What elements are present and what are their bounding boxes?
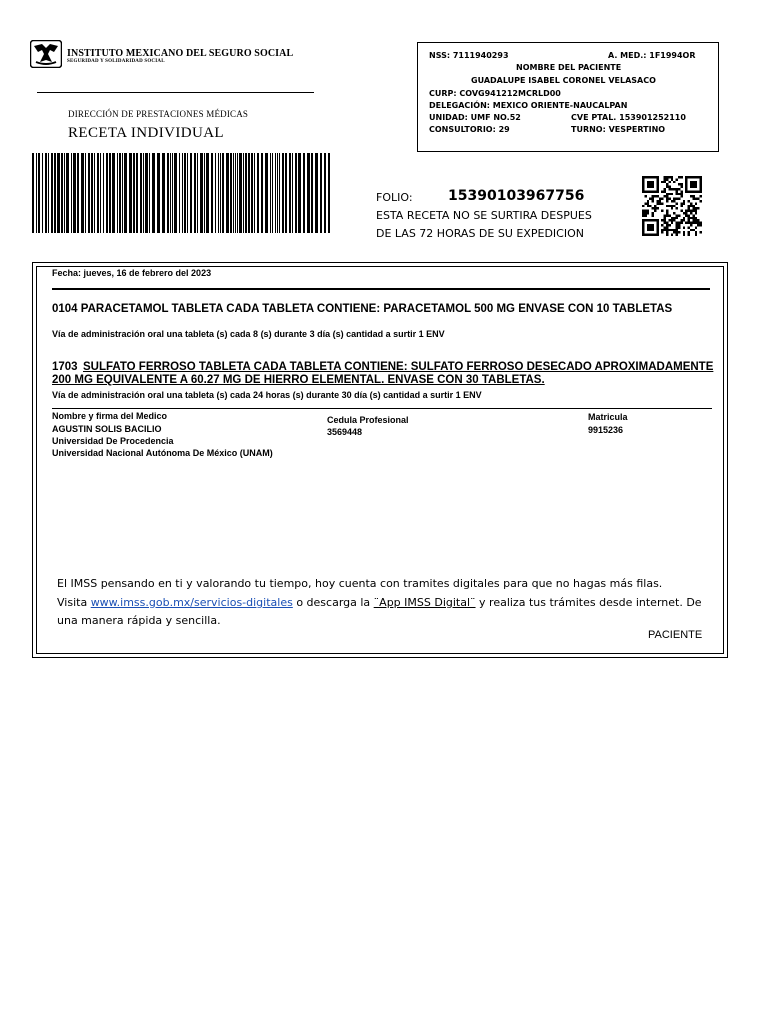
doctor-name: AGUSTIN SOLIS BACILIO (52, 424, 162, 434)
footer-line2-post: y realiza tus trámites desde internet. De (475, 596, 702, 609)
footer-line2-mid: o descarga la (292, 596, 374, 609)
services-link[interactable]: www.imss.gob.mx/servicios-digitales (90, 596, 293, 609)
folio-note-line1: ESTA RECETA NO SE SURTIRA DESPUES (376, 209, 592, 222)
imss-eagle-logo-icon (30, 40, 62, 68)
cedula-value: 3569448 (327, 427, 363, 437)
folio-label: FOLIO: (376, 191, 413, 204)
date-divider (52, 288, 710, 290)
prescription-date: Fecha: jueves, 16 de febrero del 2023 (52, 268, 212, 278)
patient-delegacion: DELEGACIÓN: MEXICO ORIENTE-NAUCALPAN (429, 101, 628, 110)
folio-number: 15390103967756 (448, 188, 585, 204)
doctor-university-label: Universidad De Procedencia (52, 436, 174, 446)
patient-name: GUADALUPE ISABEL CORONEL VELASACO (471, 76, 656, 85)
app-name: ¨App IMSS Digital¨ (373, 596, 476, 609)
patient-cve-ptal: CVE PTAL. 153901252110 (571, 113, 686, 122)
footer-line1: El IMSS pensando en ti y valorando tu tiempo, hoy cuenta con tramites digitales para que no hagas más filas. (57, 577, 663, 590)
institution-motto: SEGURIDAD Y SOLIDARIDAD SOCIAL (67, 59, 165, 64)
patient-consultorio: CONSULTORIO: 29 (429, 125, 510, 134)
matricula-value: 9915236 (588, 425, 624, 435)
patient-unidad: UNIDAD: UMF NO.52 (429, 113, 521, 122)
doctor-university: Universidad Nacional Autónoma De México (UNAM) (52, 448, 273, 458)
footer-line2 (57, 596, 702, 609)
medication-divider (52, 408, 712, 409)
patient-curp: CURP: COVG941212MCRLD00 (429, 89, 561, 98)
matricula-label: Matricula (588, 412, 628, 422)
patient-info-box (417, 42, 719, 152)
footer-line3: una manera rápida y sencilla. (57, 614, 221, 627)
medication-2-code: 1703 (52, 361, 78, 373)
qr-code-icon (642, 176, 702, 236)
direction-label: DIRECCIÓN DE PRESTACIONES MÉDICAS (68, 109, 249, 119)
header-divider (37, 92, 314, 93)
patient-agregado: A. MED.: 1F1994OR (608, 51, 696, 60)
patient-turno: TURNO: VESPERTINO (571, 125, 666, 134)
medication-2-dose: Vía de administración oral una tableta (s) cada 24 horas (s) durante 30 día (s) cantidad a surtir 1 ENV (52, 390, 482, 400)
patient-nss: NSS: 7111940293 (429, 51, 509, 60)
barcode-icon (32, 153, 332, 233)
medication-2-title: SULFATO FERROSO TABLETA CADA TABLETA CONTIENE: SULFATO FERROSO DESECADO APROXIMADAMENTE 200 MG EQUIVALENTE A 60.27 MG DE HIERRO ELEMENTAL. ENVASE CON 30 TABLETAS. (52, 361, 714, 386)
patient-name-label: NOMBRE DEL PACIENTE (516, 63, 622, 72)
institution-name: INSTITUTO MEXICANO DEL SEGURO SOCIAL (67, 48, 294, 59)
copy-label: PACIENTE (648, 629, 703, 641)
folio-note-line2: DE LAS 72 HORAS DE SU EXPEDICION (376, 227, 584, 240)
document-title: RECETA INDIVIDUAL (68, 125, 224, 141)
medication-1-title: 0104 PARACETAMOL TABLETA CADA TABLETA CONTIENE: PARACETAMOL 500 MG ENVASE CON 10 TABLETAS (52, 303, 673, 315)
footer-line2-pre: Visita (57, 596, 91, 609)
cedula-label: Cedula Profesional (327, 415, 409, 425)
medication-1-dose: Vía de administración oral una tableta (s) cada 8 (s) durante 3 día (s) cantidad a surtir 1 ENV (52, 329, 445, 339)
doctor-name-label: Nombre y firma del Medico (52, 411, 168, 421)
